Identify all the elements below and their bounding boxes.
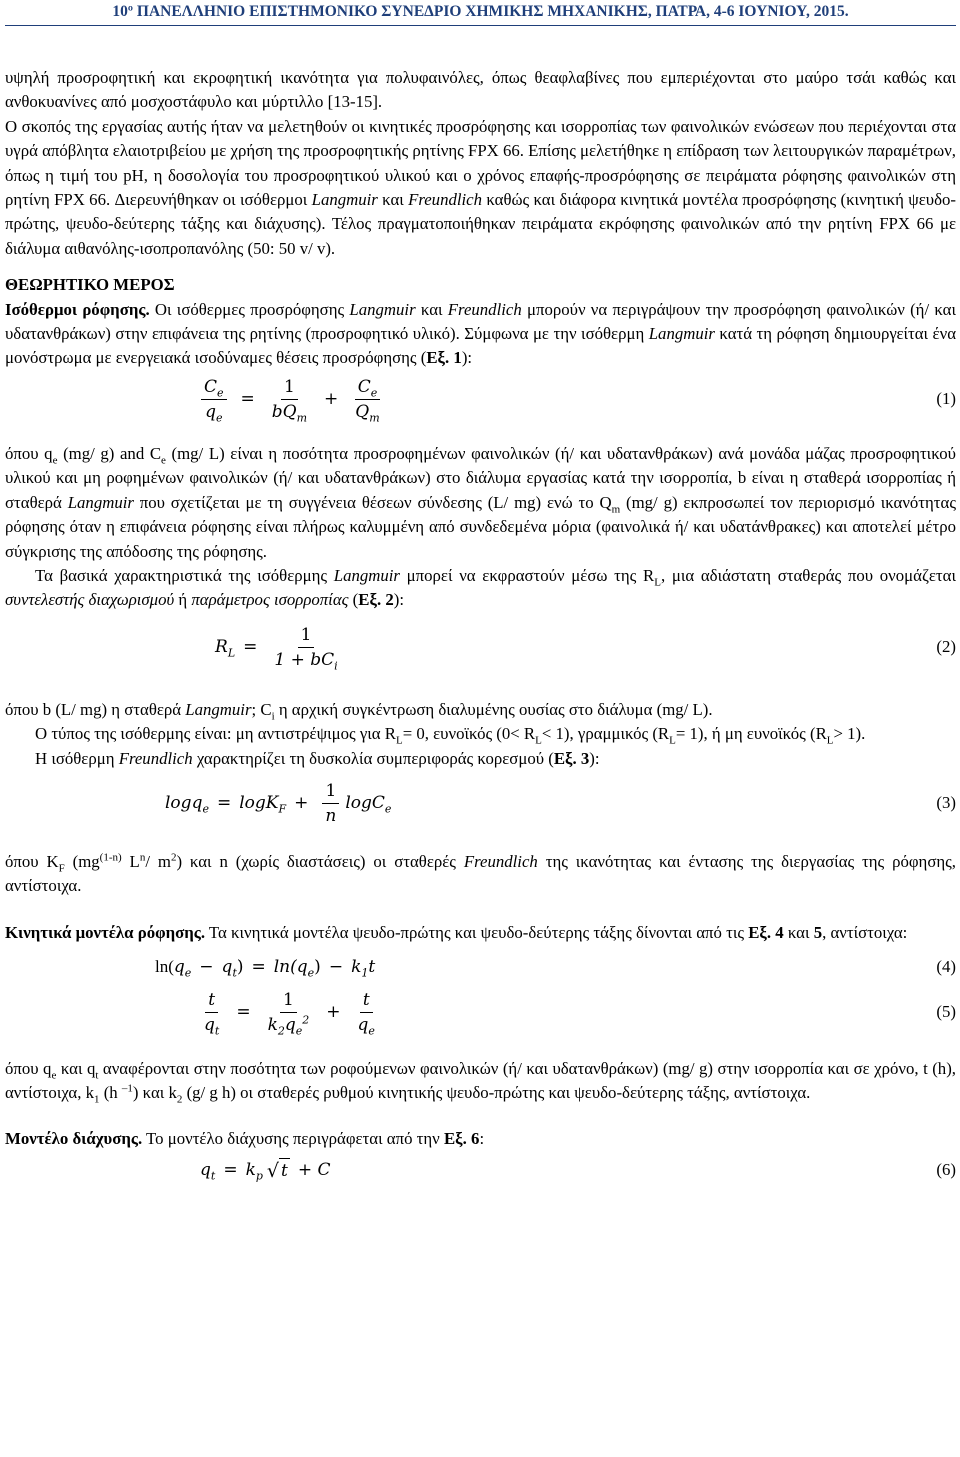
- equation-4-number: (4): [936, 957, 956, 977]
- rl-paragraph: Τα βασικά χαρακτηριστικά της ισόθερμης Langmuir μπορεί να εκφραστούν μέσω της $R_L$, μια αδιάστατη σταθεράς που ονομάζεται συντελεστής διαχωρισμού ή παράμετρος ισορροπίας (Εξ. 2):: [5, 565, 956, 610]
- intro-paragraph-1: υψηλή προσροφητική και εκροφητική ικανότητα για πολυφαινόλες, όπως θεαφλαβίνες που εμπεριέχονται στο μαύρο τσάι καθώς και ανθοκυανίνες από μοσχοστάφυλο και μύρτιλλο [13-15].: [5, 68, 956, 112]
- where-paragraph-1: όπου $q_e$ (mg/ g) and $C_e$ (mg/ L) είναι η ποσότητα προσροφημένων φαινολικών (ή/ και υδατανθράκων) ανά μονάδα μάζας προσροφητικού υλικού και μη ροφημένων φαινολικών (ή/ και υδατανθράκων) στο διάλυμα εργασίας κατά την ισορροπία, b είναι η σταθερά ισορροπίας ή σταθερά Langmuir που σχετίζεται με τη συγγένεια θέσεων σύνδεσης (L/ mg) ενώ το $Q_m$ (mg/ g) εκπροσωπεί τον περιορισμό ικανότητας ρόφησης όταν η επιφάνεια ρόφησης είναι πλήρως καλυμμένη από συνδεδεμένα μόρια (φαινολικά ή/ και υδατάνθρακες) και αποτελεί μέτρο σύγκρισης της απόδοσης της ρόφησης.: [5, 443, 956, 561]
- intro-paragraph-2: Ο σκοπός της εργασίας αυτής ήταν να μελετηθούν οι κινητικές προσρόφησης και ισορροπίας των φαινολικών ενώσεων που περιέχονται στα υγρά απόβλητα ελαιοτριβείου με χρήση της προσροφητικής ρητίνης FPX 66. Επίσης μελετήθηκε η επίδραση των λειτουργικών παραμέτρων, όπως η τιμή του pH, η δοσολογία του προσροφητικού υλικού και ο χρόνος επαφής-προσρόφησης σε πειράματα ρόφησης φαινολικών στη ρητίνη FPX 66. Διερευνήθηκαν οι ισόθερμοι Langmuir και Freundlich καθώς και διάφορα κινητικά μοντέλα προσρόφησης (κινητική ψευδο-πρώτης, ψευδο-δεύτερης τάξης και διάχυσης). Τέλος πραγματοποιήθηκαν πειράματα εκρόφησης φαινολικών από την ρητίνη FPX 66 με διάλυμα αιθανόλης-ισοπροπανόλης (50: 50 v/ v).: [5, 116, 956, 258]
- equation-4: ln( $q_e$ − $q_t$) = $\ln(q_e)$ − $k_1t$ (4): [155, 957, 956, 980]
- equation-1-number: (1): [936, 389, 956, 409]
- equation-5-number: (5): [936, 1001, 956, 1021]
- isotherm-paragraph: Ισόθερμοι ρόφησης. Οι ισόθερμες προσρόφησης Langmuir και Freundlich μπορούν να περιγράψουν την προσρόφηση φαινολικών (ή/ και υδατανθράκων) στην επιφάνεια της ρητίνης (προσροφητικό υλικό). Σύμφωνα με την ισόθερμη Langmuir κατά τη ρόφηση δημιουργείται ένα μονόστρωμα με ενεργειακά ισοδύναμες θέσεις προσρόφησης (Εξ. 1):: [5, 299, 956, 368]
- type-paragraph: Ο τύπος της ισόθερμης είναι: μη αντιστρέψιμος για $R_L= 0$, ευνοϊκός $(0< R_L< 1)$, γραμμικός $(R_L= 1)$, ή μη ευνοϊκός $(R_L> 1)$.: [35, 724, 866, 747]
- equation-2: $R_L$ = $\frac{1}{1 + bC_i}$ (2): [215, 624, 956, 673]
- page-header: 10º ΠΑΝΕΛΛΗΝΙΟ ΕΠΙΣΤΗΜΟΝΙΚΟ ΣΥΝΕΔΡΙΟ ΧΗΜΙΚΗΣ ΜΗΧΑΝΙΚΗΣ, ΠΑΤΡΑ, 4-6 ΙΟΥΝΙΟΥ, 2015.: [5, 0, 956, 26]
- diffusion-paragraph: Μοντέλο διάχυσης. Το μοντέλο διάχυσης περιγράφεται από την Εξ. 6:: [5, 1129, 485, 1149]
- where-paragraph-2: όπου b (L/ mg) η σταθερά Langmuir; $C_i$ η αρχική συγκέντρωση διαλυμένης ουσίας στο διάλυμα (mg/ L).: [5, 699, 713, 723]
- where-paragraph-3: όπου $K_F$ ($mg^{(1-n)}$ $L^n/$ $m^2$) και n (χωρίς διαστάσεις) οι σταθερές Freundlich της ικανότητας και έντασης της διεργασίας της ρόφησης, αντίστοιχα.: [5, 851, 956, 896]
- section-title: ΘΕΩΡΗΤΙΚΟ ΜΕΡΟΣ: [5, 275, 175, 295]
- kinetics-paragraph: Κινητικά μοντέλα ρόφησης. Τα κινητικά μοντέλα ψευδο-πρώτης και ψευδο-δεύτερης τάξης δίνονται από τις Εξ. 4 και 5, αντίστοιχα:: [5, 922, 908, 942]
- equation-1: $\frac{C_e}{q_e}$ = $\frac{1}{bQ_m}$ + $\frac{C_e}{Q_m}$ (1): [5, 375, 956, 424]
- equation-6-number: (6): [936, 1160, 956, 1180]
- equation-3: logq$_e$ = logK$_F$ + $\frac{1}{n}$ logC$_e$ (3): [165, 780, 956, 826]
- freundlich-paragraph: Η ισόθερμη Freundlich χαρακτηρίζει τη δυσκολία συμπεριφοράς κορεσμού (Εξ. 3):: [35, 748, 600, 768]
- equation-6: $q_t$ = $k_p$ √ t + C (6): [200, 1159, 956, 1183]
- equation-2-number: (2): [936, 637, 956, 657]
- where-paragraph-45: όπου $q_e$ και $q_t$ αναφέρονται στην ποσότητα των ροφούμενων φαινολικών (ή/ και υδατανθράκων) (mg/ g) στην ισορροπία και σε χρόνο, t (h), αντίστοιχα, $k_1$ (h $^{-1}$) και $k_2$ (g/ g h) οι σταθερές ρυθμού κινητικής ψευδο-πρώτης και ψευδο-δεύτερης τάξης, αντίστοιχα.: [5, 1058, 956, 1106]
- equation-3-number: (3): [936, 793, 956, 813]
- equation-5: $\frac{t}{q_t}$ = $\frac{1}{k_2q_e^2}$ + $\frac{t}{q_e}$ (5): [204, 989, 956, 1037]
